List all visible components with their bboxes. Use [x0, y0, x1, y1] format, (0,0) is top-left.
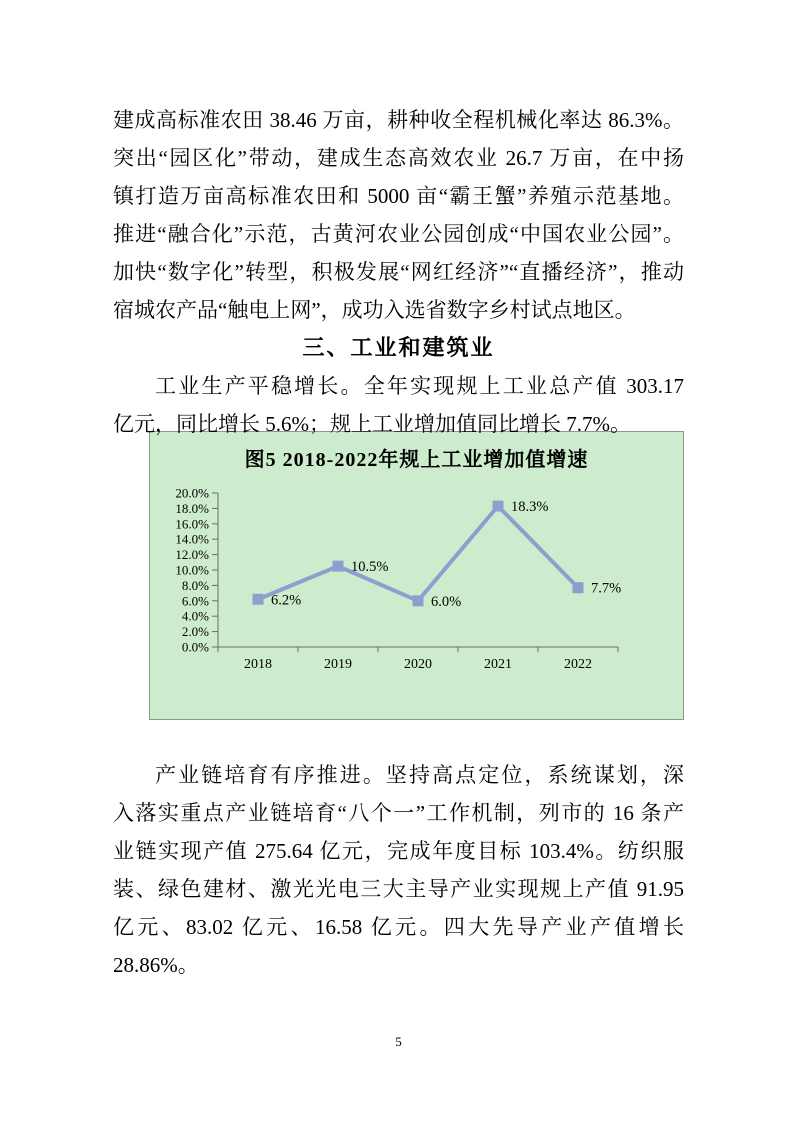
svg-text:6.0%: 6.0% — [181, 593, 209, 609]
svg-text:0.0%: 0.0% — [181, 639, 209, 655]
svg-text:18.3%: 18.3% — [511, 499, 549, 516]
section-heading-industry: 三、工业和建筑业 — [302, 335, 495, 360]
text-line: 装、绿色建材、激光光电三大主导产业实现规上产值 91.95 — [113, 877, 684, 901]
text-line: 入落实重点产业链培育“八个一”工作机制，列市的 16 条产 — [113, 801, 684, 825]
text-line: 亿元、83.02 亿元、16.58 亿元。四大先导产业产值增长 — [113, 915, 684, 939]
chart-title: 图5 2018-2022年规上工业增加值增速 — [244, 449, 589, 471]
text-line: 突出“园区化”带动，建成生态高效农业 26.7 万亩，在中扬 — [113, 146, 684, 170]
svg-text:2018: 2018 — [244, 657, 272, 672]
svg-text:10.0%: 10.0% — [175, 562, 209, 578]
text-line: 镇打造万亩高标准农田和 5000 亩“霸王蟹”养殖示范基地。 — [113, 184, 684, 208]
industry-growth-chart-figure — [149, 431, 684, 720]
svg-text:2019: 2019 — [324, 657, 352, 672]
text-line: 亿元，同比增长 5.6%；规上工业增加值同比增长 7.7%。 — [113, 412, 631, 436]
svg-text:10.5%: 10.5% — [351, 559, 389, 576]
svg-text:16.0%: 16.0% — [175, 516, 209, 532]
paragraph-industry-chain — [113, 756, 684, 984]
paragraph-industry-production — [113, 367, 684, 443]
text-line: 建成高标准农田 38.46 万亩，耕种收全程机械化率达 86.3%。 — [113, 108, 684, 132]
svg-text:7.7%: 7.7% — [591, 580, 622, 597]
page-number: 5 — [395, 1034, 402, 1049]
text-line: 工业生产平稳增长。全年实现规上工业总产值 303.17 — [155, 374, 684, 398]
text-line: 推进“融合化”示范，古黄河农业公园创成“中国农业公园”。 — [113, 222, 684, 246]
page-content — [113, 0, 684, 1050]
text-line: 宿城农产品“触电上网”，成功入选省数字乡村试点地区。 — [113, 298, 636, 322]
svg-text:18.0%: 18.0% — [175, 500, 209, 516]
svg-text:8.0%: 8.0% — [181, 577, 209, 593]
svg-text:6.2%: 6.2% — [271, 592, 302, 609]
svg-text:4.0%: 4.0% — [181, 608, 209, 624]
text-line: 业链实现产值 275.64 亿元，完成年度目标 103.4%。纺织服 — [113, 839, 684, 863]
line-chart-canvas — [150, 475, 683, 690]
svg-text:12.0%: 12.0% — [175, 547, 209, 563]
svg-text:2021: 2021 — [484, 657, 512, 672]
svg-text:6.0%: 6.0% — [431, 593, 462, 610]
svg-text:2020: 2020 — [404, 657, 432, 672]
svg-text:20.0%: 20.0% — [175, 485, 209, 501]
svg-text:14.0%: 14.0% — [175, 531, 209, 547]
svg-text:2022: 2022 — [564, 657, 592, 672]
text-line: 加快“数字化”转型，积极发展“网红经济”“直播经济”，推动 — [113, 260, 684, 284]
text-line: 28.86%。 — [113, 953, 199, 977]
paragraph-agriculture — [113, 101, 684, 329]
text-line: 产业链培育有序推进。坚持高点定位，系统谋划，深 — [155, 763, 684, 787]
svg-text:2.0%: 2.0% — [181, 624, 209, 640]
